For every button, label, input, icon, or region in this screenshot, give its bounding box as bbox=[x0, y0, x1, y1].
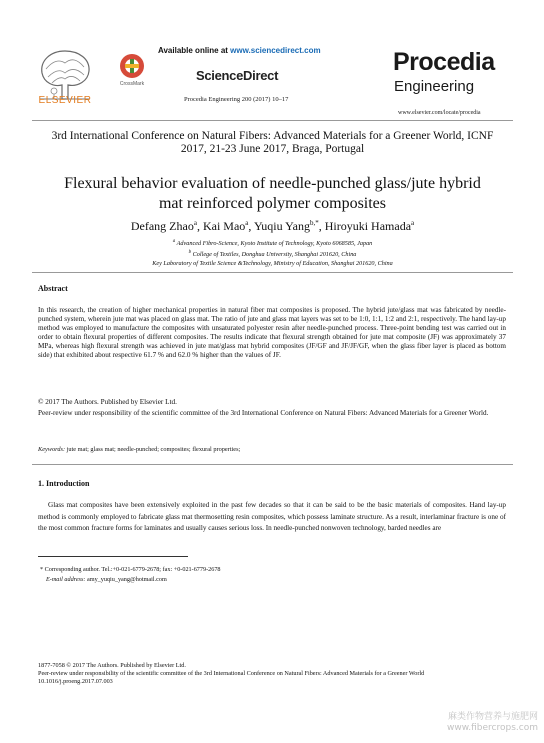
affiliation-text: Advanced Fibro-Science, Kyoto Institute of Technology, Kyoto 6068585, Japan bbox=[175, 240, 373, 248]
corresponding-author-line: * Corresponding author. Tel.:+0-021-6779-2678; fax: +0-021-6779-2678 bbox=[40, 566, 221, 573]
available-prefix: Available online at bbox=[158, 46, 231, 55]
corresponding-footnote bbox=[40, 565, 221, 584]
affiliation-mark: b bbox=[188, 250, 192, 256]
journal-reference: Procedia Engineering 200 (2017) 10–17 bbox=[184, 96, 289, 103]
abstract-text: In this research, the creation of higher mechanical properties in natural fiber mat composites is proposed. The hybrid jute/glass mat was fabricated by needle-punched system, wherein jute mat was placed on glass mat. The ratio of jute and glass mat layers was set to be 1:0, 1:1, 1:2 and 2:1, respectively. The hand lay-up method was employed to manufacture the composites with unsaturated polyester resin after needle-punched process. Three-point bending test was carried out in order to obtain flexural properties of different composites. The results indicate that flexural strength obtained for jute mat composite (JF) was approximately 37 MPa, whereas high flexural strength was achieved in jute mat/glass mat hybrid composites (JF/GF and JF/JF/GF, when the glass fiber layer is placed as bottom side) that exhibited about respective 61.7 % and 62.0 % higher than the values of JF. bbox=[38, 306, 506, 360]
abstract-top-divider bbox=[32, 272, 513, 273]
journal-logo-name: Procedia bbox=[393, 48, 495, 76]
author-name: Kai Mao bbox=[202, 219, 246, 233]
journal-logo-subtitle: Engineering bbox=[394, 78, 475, 95]
email-line bbox=[40, 575, 221, 585]
publisher-logo-text: ELSEVIER bbox=[38, 95, 92, 106]
platform-name: ScienceDirect bbox=[196, 68, 279, 83]
paper-title bbox=[32, 174, 513, 214]
author-name: Defang Zhao bbox=[130, 219, 194, 233]
availability-line bbox=[158, 46, 321, 55]
author-list bbox=[32, 219, 513, 234]
watermark-line: www.fibercrops.com bbox=[447, 723, 538, 733]
keywords-list: jute mat; glass mat; needle-punched; composites; flexural properties; bbox=[65, 446, 241, 453]
author-separator: , bbox=[318, 219, 325, 233]
conference-info bbox=[32, 130, 513, 156]
doi-line[interactable]: 10.1016/j.proeng.2017.07.003 bbox=[38, 678, 113, 685]
crossmark-label: CrossMark bbox=[119, 81, 145, 87]
abstract-bottom-divider bbox=[32, 464, 513, 465]
watermark-line: 麻类作物营养与施肥网 bbox=[447, 712, 538, 722]
affiliation-mark: a bbox=[172, 239, 176, 244]
crossmark-icon[interactable] bbox=[118, 52, 146, 80]
affiliation-list bbox=[32, 237, 513, 268]
email-label: E-mail address: bbox=[46, 575, 86, 583]
header-divider bbox=[32, 120, 513, 121]
affiliation-text: Key Laboratory of Textile Science &Technology, Ministry of Education, Shanghai 201620, China bbox=[152, 260, 393, 268]
author-affiliation-mark: a bbox=[245, 219, 249, 227]
author-separator: , bbox=[248, 219, 254, 233]
bottom-peer-review: Peer-review under responsibility of the scientific committee of the 3rd International Conference on Natural Fibers: Advanced Materials for a Greener World bbox=[38, 670, 425, 677]
peer-review-statement: Peer-review under responsibility of the scientific committee of the 3rd International Conference on Natural Fibers: Advanced Materials for a Greener World. bbox=[38, 409, 489, 417]
email-address[interactable]: amy_yuqiu_yang@hotmail.com bbox=[85, 575, 167, 583]
footnote-divider bbox=[38, 556, 188, 557]
author-affiliation-mark: a bbox=[411, 219, 415, 227]
author-affiliation-mark: b,* bbox=[309, 219, 319, 227]
issn-line: 1877-7058 © 2017 The Authors. Published by Elsevier Ltd. bbox=[38, 662, 186, 669]
keywords-label: Keywords: bbox=[38, 446, 66, 453]
affiliation-line bbox=[32, 248, 513, 259]
title-line: mat reinforced polymer composites bbox=[158, 195, 387, 212]
keywords-line bbox=[38, 446, 506, 453]
conference-line: 2017, 21-23 June 2017, Braga, Portugal bbox=[180, 143, 365, 155]
publication-info bbox=[38, 662, 508, 686]
author-name: Yuqiu Yang bbox=[253, 219, 310, 233]
title-line: Flexural behavior evaluation of needle-punched glass/jute hybrid bbox=[64, 175, 481, 192]
author-name: Hiroyuki Hamada bbox=[324, 219, 412, 233]
sciencedirect-link[interactable]: www.sciencedirect.com bbox=[230, 46, 321, 55]
affiliation-text: College of Textiles, Donghua University, Shanghai 201620, China bbox=[191, 251, 357, 259]
author-affiliation-mark: a bbox=[193, 219, 197, 227]
abstract-heading: Abstract bbox=[38, 284, 68, 293]
section-heading: 1. Introduction bbox=[38, 479, 90, 488]
introduction-text: Glass mat composites have been extensively exploited in the past few decades so that it can be said to be the basic materials of composites. Hand lay-up method is commonly employed to fabricate glass mat thermosetting resin composites, which possess laminate structure. As a result, interlaminar fracture is one of the most common fracture forms for laminates and usually causes serious loss. In needle-punched nonwoven technology, barded needles are bbox=[38, 501, 506, 532]
site-watermark bbox=[418, 712, 538, 734]
journal-url[interactable]: www.elsevier.com/locate/procedia bbox=[398, 110, 481, 116]
affiliation-line bbox=[32, 237, 513, 248]
conference-line: 3rd International Conference on Natural Fibers: Advanced Materials for a Greener World, ICNF bbox=[51, 130, 494, 142]
author-separator: , bbox=[196, 219, 203, 233]
copyright-line: © 2017 The Authors. Published by Elsevier Ltd. bbox=[38, 398, 177, 406]
affiliation-line bbox=[32, 259, 513, 268]
